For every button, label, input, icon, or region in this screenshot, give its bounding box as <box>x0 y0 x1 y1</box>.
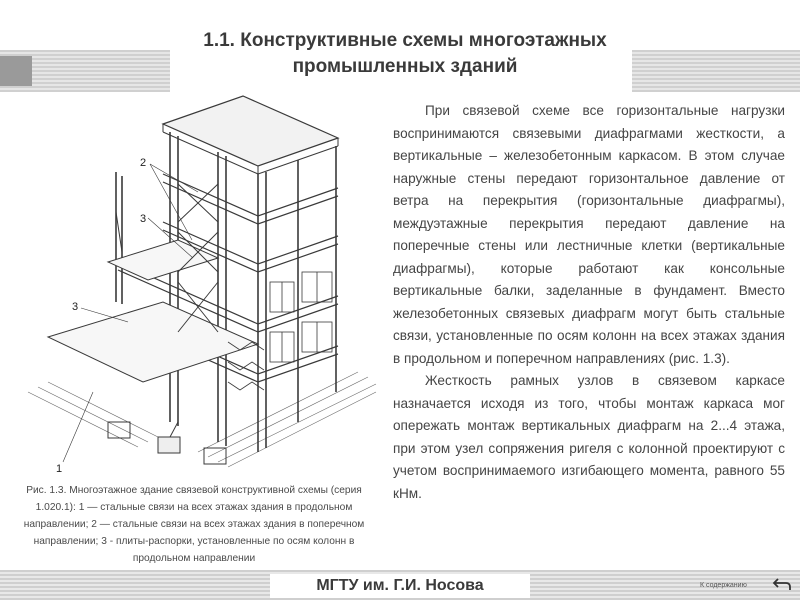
header-decor-tab <box>0 56 32 86</box>
middle-floor-slab <box>108 240 218 280</box>
page-title-line2: промышленных зданий <box>292 56 518 77</box>
footer-institution: МГТУ им. Г.И. Носова <box>270 574 530 598</box>
contents-link[interactable]: К содержанию <box>700 582 747 589</box>
body-paragraph-1: При связевой схеме все горизонтальные нагрузки воспринимаются связевыми диафрагмами жесткости, а вертикальные – железобетонным каркасом. В этом случае наружные стены передают горизонтальное давление от ветра на перекрытия (горизонтальные диафрагмы), междуэтажные перекрытия передают давление на поперечные стены или лестничные клетки (вертикальные диафрагмы), которые работают как консольные вертикальные балки, заделанные в фундамент. Вместо железобетонных связевых диафрагм могут быть стальные связи, установленные по осям колонн на всех этажах здания в продольном и поперечном направлениях (рис. 1.3). <box>393 103 785 366</box>
building-frame-drawing <box>18 92 378 492</box>
frame-columns <box>116 132 336 452</box>
foundations <box>108 422 226 464</box>
return-arrow-icon[interactable] <box>772 576 792 594</box>
body-paragraph-2: Жесткость рамных узлов в связевом каркасе назначается исходя из того, чтобы монтаж каркаса мог опережать монтаж вертикальных диафрагм на 2...4 этажа, при этом узел сопряжения ригеля с колонной проектируют с учетом воспринимаемого изгибающего момента, равного 55 кНм. <box>393 373 785 501</box>
page-title-line1: 1.1. Конструктивные схемы многоэтажных <box>203 30 607 51</box>
return-arrow-glyph-icon <box>772 576 792 592</box>
figure-caption: Рис. 1.3. Многоэтажное здание связевой конструктивной схемы (серия 1.020.1): 1 — стальные связи на всех этажах здания в продольном направлении; 2 — стальные связи на всех этажах здания в поперечном направлении; 3 - плиты-распорки, установленные по осям колонн в продольном направлении <box>23 485 365 564</box>
header-decor-right <box>632 50 800 92</box>
figure-label-3-lower: 3 <box>72 301 79 313</box>
figure-label-3-upper: 3 <box>140 213 147 225</box>
figure-label-2: 2 <box>140 157 147 169</box>
page-title <box>190 28 620 80</box>
figure-label-1: 1 <box>56 463 63 475</box>
body-text <box>393 100 785 505</box>
ground-hatching <box>28 372 376 467</box>
